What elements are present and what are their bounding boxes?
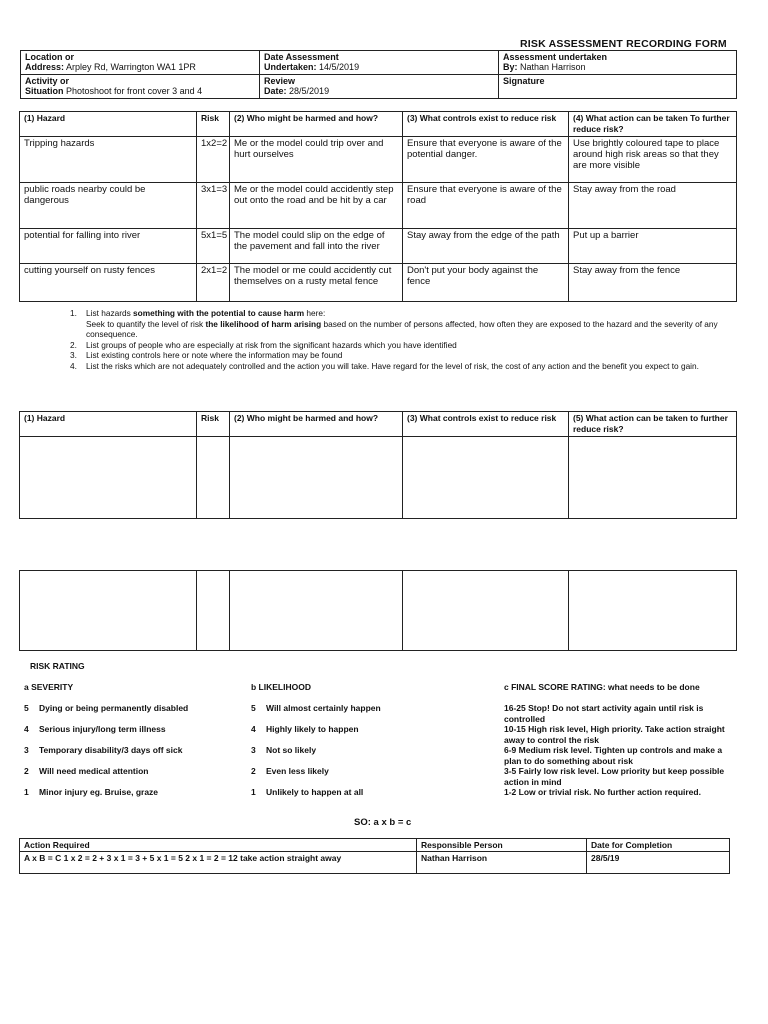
final-score-item: 1-2 Low or trivial risk. No further action required.	[504, 787, 701, 797]
assessor-cell: Assessment undertaken By: Nathan Harrison	[499, 51, 737, 75]
note-1: 1. List hazards something with the potential to cause harm here: Seek to quantify the level of risk the likelihood of harm arising based on the number of persons affected, how often they are exposed to the hazard and the severity of any consequence.	[70, 308, 718, 339]
likelihood-item: 4 Highly likely to happen	[251, 724, 359, 734]
table-row: potential for falling into river 5x1=5 The model could slip on the edge of the pavement and fall into the river Stay away from the edge of the path Put up a barrier	[20, 229, 737, 264]
blank-row	[20, 571, 737, 651]
severity-item: 3 Temporary disability/3 days off sick	[24, 745, 183, 755]
note-4: 4. List the risks which are not adequately controlled and the action you will take. Have regard for the level of risk, the cost of any action and the benefit you expect to gain.	[70, 360, 699, 371]
hazard-header: (1) Hazard	[20, 412, 197, 437]
review-date-value: 28/5/2019	[289, 86, 330, 96]
form-title: RISK ASSESSMENT RECORDING FORM	[520, 38, 727, 50]
harmed-header: (2) Who might be harmed and how?	[230, 412, 403, 437]
blank-hazard-table	[19, 411, 737, 519]
severity-item: 2 Will need medical attention	[24, 766, 149, 776]
likelihood-item: 1 Unlikely to happen at all	[251, 787, 364, 797]
note-2: 2. List groups of people who are especially at risk from the significant hazards which you have identified	[70, 339, 457, 350]
date-completion-value: 28/5/19	[587, 852, 730, 874]
location-cell: Location or Address: Arpley Rd, Warrington WA1 1PR	[21, 51, 260, 75]
responsible-person-header: Responsible Person	[417, 839, 587, 852]
undertaken-value: 14/5/2019	[319, 62, 360, 72]
formula: SO: a x b = c	[354, 817, 412, 828]
review-cell: Review Date: 28/5/2019	[260, 75, 499, 99]
table-row	[20, 852, 730, 874]
situation-value: Photoshoot for front cover 3 and 4	[66, 86, 203, 96]
action-header: (4) What action can be taken To further reduce risk?	[569, 112, 737, 137]
likelihood-item: 3 Not so likely	[251, 745, 317, 755]
guidance-notes	[70, 308, 740, 371]
likelihood-item: 5 Will almost certainly happen	[251, 703, 381, 713]
responsible-person-value: Nathan Harrison	[417, 852, 587, 874]
note-3: 3. List existing controls here or note where the information may be found	[70, 350, 343, 360]
activity-cell: Activity or Situation Photoshoot for front cover 3 and 4	[21, 75, 260, 99]
action-required-header: Action Required	[20, 839, 417, 852]
likelihood-item: 2 Even less likely	[251, 766, 329, 776]
table-row: cutting yourself on rusty fences 2x1=2 The model or me could accidently cut themselves on a rusty metal fence Don't put your body against the fence Stay away from the fence	[20, 264, 737, 302]
severity-title: a SEVERITY	[24, 682, 74, 692]
final-score-item: 10-15 High risk level, High priority. Take action straight away to control the risk	[504, 724, 725, 745]
table-row: public roads nearby could be dangerous 3x1=3 Me or the model could accidently step out onto the road and be hit by a car Ensure that everyone is aware of the road Stay away from the road	[20, 183, 737, 229]
date-cell: Date Assessment Undertaken: 14/5/2019	[260, 51, 499, 75]
controls-header: (3) What controls exist to reduce risk	[403, 412, 569, 437]
header-table	[20, 50, 737, 99]
severity-item: 1 Minor injury eg. Bruise, graze	[24, 787, 159, 797]
date-completion-header: Date for Completion	[587, 839, 730, 852]
final-score-item: 3-5 Fairly low risk level. Low priority but keep possible action in mind	[504, 766, 725, 787]
final-score-item: 6-9 Medium risk level. Tighten up controls and make a plan to do something about risk	[504, 745, 723, 766]
severity-item: 4 Serious injury/long term illness	[24, 724, 166, 734]
address-value: Arpley Rd, Warrington WA1 1PR	[66, 62, 196, 72]
harmed-header: (2) Who might be harmed and how?	[230, 112, 403, 137]
action-required-value: A x B = C 1 x 2 = 2 + 3 x 1 = 3 + 5 x 1 = 5 2 x 1 = 2 = 12 take action straight away	[20, 852, 417, 874]
likelihood-title: b LIKELIHOOD	[251, 682, 311, 692]
risk-header: Risk	[197, 412, 230, 437]
blank-row	[20, 437, 737, 519]
final-score-list	[504, 703, 732, 798]
hazard-table	[19, 111, 737, 302]
severity-item: 5 Dying or being permanently disabled	[24, 703, 189, 713]
final-score-title: c FINAL SCORE RATING: what needs to be done	[504, 682, 700, 692]
controls-header: (3) What controls exist to reduce risk	[403, 112, 569, 137]
risk-header: Risk	[197, 112, 230, 137]
table-row: Tripping hazards 1x2=2 Me or the model could trip over and hurt ourselves Ensure that everyone is aware of the potential danger. Use brightly coloured tape to place around high risk areas so that they are more visible	[20, 137, 737, 183]
action-header: (5) What action can be taken to further reduce risk?	[569, 412, 737, 437]
blank-table	[19, 570, 737, 651]
signature-cell: Signature	[499, 75, 737, 99]
by-value: Nathan Harrison	[520, 62, 586, 72]
action-table	[19, 838, 730, 874]
hazard-header: (1) Hazard	[20, 112, 197, 137]
final-score-item: 16-25 Stop! Do not start activity again until risk is controlled	[504, 703, 704, 724]
risk-rating-title: RISK RATING	[30, 661, 85, 671]
